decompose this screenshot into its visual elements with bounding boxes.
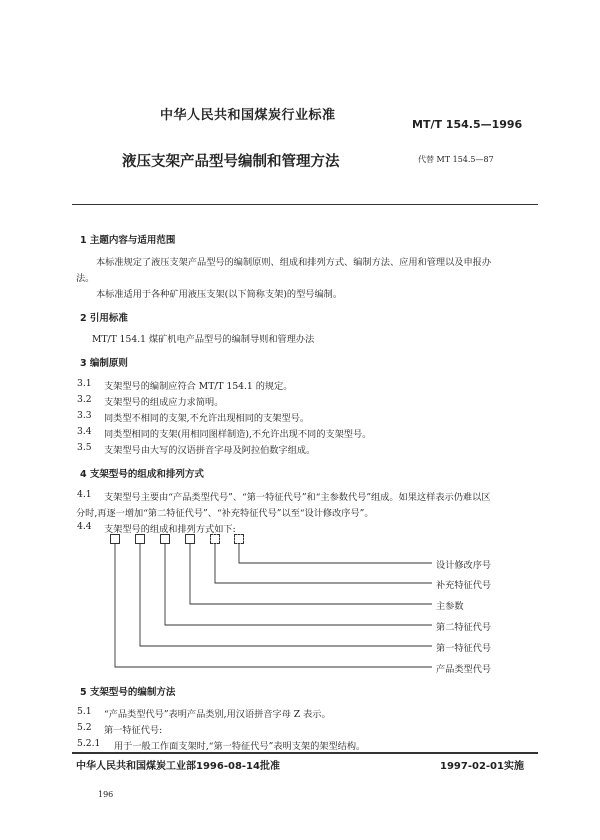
clause-3-2-num: 3.2 (77, 394, 92, 405)
section-1-para-1a: 本标准规定了液压支架产品型号的编制原则、组成和排列方式、编制方法、应用和管理以及申报办 (96, 257, 492, 268)
clause-3-5-text: 支架型号由大写的汉语拼音字母及阿拉伯数字组成。 (104, 445, 316, 456)
approval-line: 中华人民共和国煤炭工业部1996-08-14批准 (76, 761, 280, 772)
clause-3-2-text: 支架型号的组成应力求简明。 (104, 397, 224, 408)
clause-4-1-text-a: 支架型号主要由“产品类型代号”、“第一特征代号”和“主参数代号”组成。如果这样表示仍难以区 (104, 492, 491, 503)
label-second-feature: 第二特征代号 (436, 622, 492, 633)
section-1-heading: 1 主题内容与适用范围 (80, 235, 176, 246)
clause-3-1-text: 支架型号的编制应符合 MT/T 154.1 的规定。 (104, 381, 293, 392)
clause-3-3-num: 3.3 (77, 410, 92, 421)
label-main-parameter: 主参数 (436, 601, 464, 612)
implementation-date: 1997-02-01实施 (440, 761, 524, 772)
clause-5-2-1-text: 用于一般工作面支架时,“第一特征代号”表明支架的架型结构。 (114, 741, 366, 752)
page-number: 196 (98, 790, 114, 799)
clause-5-2-text: 第一特征代号: (104, 725, 163, 736)
clause-3-5-num: 3.5 (77, 442, 92, 453)
replaces-note: 代替 MT 154.5—87 (418, 155, 494, 164)
clause-5-2-num: 5.2 (77, 722, 92, 733)
clause-4-4-text: 支架型号的组成和排列方式如下: (104, 524, 236, 535)
clause-3-3-text: 同类型不相同的支架,不允许出现相同的支架型号。 (104, 413, 310, 424)
line-first-feature (140, 544, 432, 646)
clause-3-1-num: 3.1 (77, 378, 92, 389)
clause-3-4-text: 同类型相同的支架(用相同图样制造),不允许出现不同的支架型号。 (104, 429, 372, 440)
line-design-revision (239, 544, 432, 563)
section-2-heading: 2 引用标准 (80, 313, 128, 324)
line-main-parameter (190, 544, 432, 604)
section-3-heading: 3 编制原则 (80, 358, 128, 369)
label-design-revision: 设计修改序号 (436, 560, 492, 571)
section-1-para-2: 本标准适用于各种矿用液压支架(以下简称支架)的型号编制。 (96, 289, 343, 300)
section-1-para-1b: 法。 (76, 273, 95, 284)
clause-5-2-1-num: 5.2.1 (77, 738, 101, 749)
line-second-feature (165, 544, 432, 625)
clause-3-4-num: 3.4 (77, 426, 92, 437)
footer-rule (72, 752, 538, 754)
clause-4-1-num: 4.1 (77, 489, 92, 500)
line-product-type (115, 544, 432, 667)
section-5-heading: 5 支架型号的编制方法 (80, 687, 176, 698)
section-2-reference: MT/T 154.1 煤矿机电产品型号的编制导则和管理办法 (92, 334, 315, 345)
document-title: 液压支架产品型号编制和管理方法 (122, 154, 340, 170)
standard-code: MT/T 154.5—1996 (412, 118, 523, 131)
label-supplementary-feature: 补充特征代号 (436, 580, 492, 591)
label-product-type: 产品类型代号 (436, 664, 492, 675)
issuing-body: 中华人民共和国煤炭行业标准 (160, 108, 336, 123)
section-4-heading: 4 支架型号的组成和排列方式 (80, 469, 204, 480)
clause-4-1-text-b: 分时,再逐一增加“第二特征代号”、“补充特征代号”以至“设计修改序号”。 (76, 508, 374, 519)
label-first-feature: 第一特征代号 (436, 643, 492, 654)
line-supplementary-feature (215, 544, 432, 583)
clause-5-1-num: 5.1 (77, 706, 92, 717)
clause-5-1-text: “产品类型代号”表明产品类别,用汉语拼音字母 Z 表示。 (104, 709, 331, 720)
clause-4-4-num: 4.4 (77, 521, 92, 532)
